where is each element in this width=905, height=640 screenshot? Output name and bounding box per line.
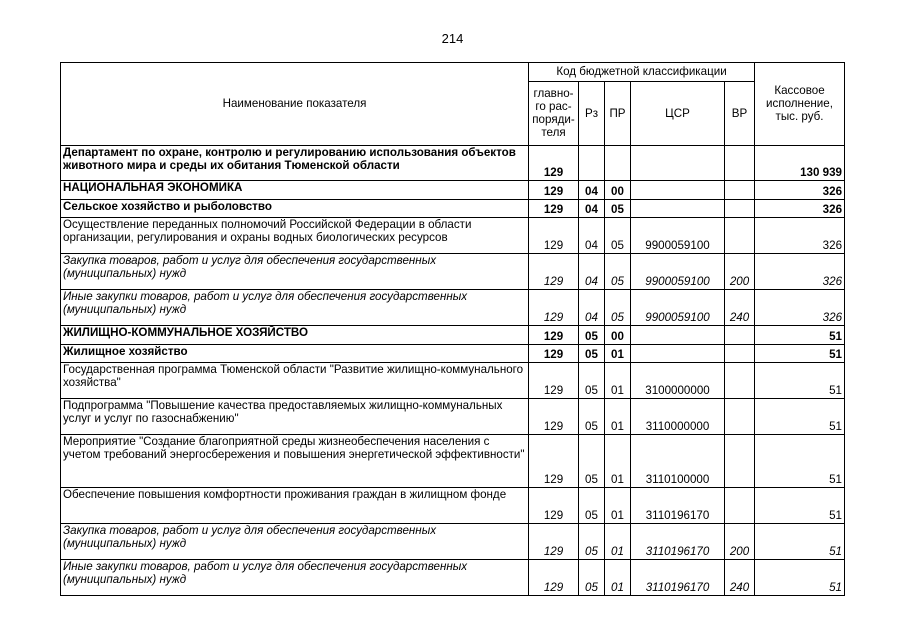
row-vr (725, 326, 755, 345)
header-vr: ВР (725, 82, 755, 146)
header-code-group: Код бюджетной классификации (529, 63, 755, 82)
row-pr: 05 (605, 218, 631, 254)
row-vr: 240 (725, 560, 755, 596)
row-name: НАЦИОНАЛЬНАЯ ЭКОНОМИКА (61, 181, 529, 200)
row-glav: 129 (529, 399, 579, 435)
row-rz: 05 (579, 363, 605, 399)
table-row (61, 399, 845, 435)
table-row (61, 218, 845, 254)
row-pr: 00 (605, 181, 631, 200)
row-vr: 200 (725, 254, 755, 290)
row-name: Государственная программа Тюменской области "Развитие жилищно-коммунального хозяйства" (61, 363, 529, 399)
row-csr (631, 326, 725, 345)
row-name: Мероприятие "Создание благоприятной среды жизнеобеспечения населения с учетом требований энергосбережения и повышения энергетической эффективности" (61, 435, 529, 488)
row-rz: 04 (579, 200, 605, 218)
row-vr (725, 399, 755, 435)
header-rz: Рз (579, 82, 605, 146)
row-pr: 01 (605, 560, 631, 596)
row-name: ЖИЛИЩНО-КОММУНАЛЬНОЕ ХОЗЯЙСТВО (61, 326, 529, 345)
row-csr: 3110196170 (631, 488, 725, 524)
row-vr (725, 200, 755, 218)
table-row (61, 290, 845, 326)
row-glav: 129 (529, 345, 579, 363)
budget-table (60, 62, 845, 596)
table-row (61, 345, 845, 363)
table-row (61, 326, 845, 345)
row-vr (725, 345, 755, 363)
table-row (61, 488, 845, 524)
row-csr: 9900059100 (631, 218, 725, 254)
table-row (61, 560, 845, 596)
table-row (61, 146, 845, 181)
row-glav: 129 (529, 363, 579, 399)
table-row (61, 254, 845, 290)
row-pr: 01 (605, 345, 631, 363)
row-rz: 05 (579, 488, 605, 524)
header-glav: главно-го рас-поряди-теля (529, 82, 579, 146)
table-row (61, 363, 845, 399)
row-vr (725, 488, 755, 524)
header-csr: ЦСР (631, 82, 725, 146)
row-csr (631, 146, 725, 181)
table-row (61, 200, 845, 218)
row-name: Подпрограмма "Повышение качества предоставляемых жилищно-коммунальных услуг и услуг по газоснабжению" (61, 399, 529, 435)
row-glav: 129 (529, 488, 579, 524)
row-pr: 01 (605, 435, 631, 488)
header-name: Наименование показателя (61, 63, 529, 146)
row-rz: 04 (579, 218, 605, 254)
header-row-1 (61, 63, 845, 82)
header-pr: ПР (605, 82, 631, 146)
row-rz: 04 (579, 290, 605, 326)
row-pr: 01 (605, 363, 631, 399)
row-pr: 01 (605, 524, 631, 560)
row-glav: 129 (529, 218, 579, 254)
header-sum: Кассовое исполнение, тыс. руб. (755, 63, 845, 146)
row-sum: 326 (755, 200, 845, 218)
row-rz: 05 (579, 345, 605, 363)
row-pr: 01 (605, 399, 631, 435)
row-csr: 3110196170 (631, 524, 725, 560)
table-row (61, 181, 845, 200)
row-name: Закупка товаров, работ и услуг для обеспечения государственных (муниципальных) нужд (61, 254, 529, 290)
row-csr (631, 181, 725, 200)
row-vr: 240 (725, 290, 755, 326)
row-glav: 129 (529, 181, 579, 200)
row-sum: 130 939 (755, 146, 845, 181)
row-csr: 3100000000 (631, 363, 725, 399)
row-name: Закупка товаров, работ и услуг для обеспечения государственных (муниципальных) нужд (61, 524, 529, 560)
row-glav: 129 (529, 524, 579, 560)
row-csr: 9900059100 (631, 254, 725, 290)
row-vr (725, 435, 755, 488)
row-name: Обеспечение повышения комфортности проживания граждан в жилищном фонде (61, 488, 529, 524)
row-glav: 129 (529, 435, 579, 488)
row-sum: 326 (755, 290, 845, 326)
row-csr: 3110100000 (631, 435, 725, 488)
row-sum: 51 (755, 399, 845, 435)
table-row (61, 435, 845, 488)
row-name: Осуществление переданных полномочий Российской Федерации в области организации, регулирования и охраны водных биологических ресурсов (61, 218, 529, 254)
row-name: Департамент по охране, контролю и регулированию использования объектов животного мира и среды их обитания Тюменской области (61, 146, 529, 181)
row-vr (725, 146, 755, 181)
row-rz: 04 (579, 181, 605, 200)
row-pr (605, 146, 631, 181)
row-glav: 129 (529, 326, 579, 345)
row-pr: 00 (605, 326, 631, 345)
row-sum: 326 (755, 218, 845, 254)
row-sum: 51 (755, 435, 845, 488)
row-sum: 326 (755, 181, 845, 200)
row-glav: 129 (529, 200, 579, 218)
row-rz: 04 (579, 254, 605, 290)
row-name: Иные закупки товаров, работ и услуг для обеспечения государственных (муниципальных) нужд (61, 560, 529, 596)
row-sum: 51 (755, 524, 845, 560)
row-rz: 05 (579, 326, 605, 345)
row-rz (579, 146, 605, 181)
row-sum: 51 (755, 488, 845, 524)
row-sum: 51 (755, 560, 845, 596)
table-row (61, 524, 845, 560)
row-pr: 05 (605, 254, 631, 290)
row-pr: 01 (605, 488, 631, 524)
row-glav: 129 (529, 146, 579, 181)
row-rz: 05 (579, 560, 605, 596)
row-glav: 129 (529, 560, 579, 596)
row-vr (725, 218, 755, 254)
row-pr: 05 (605, 200, 631, 218)
row-name: Иные закупки товаров, работ и услуг для обеспечения государственных (муниципальных) нужд (61, 290, 529, 326)
row-sum: 51 (755, 363, 845, 399)
row-glav: 129 (529, 290, 579, 326)
row-name: Жилищное хозяйство (61, 345, 529, 363)
row-csr: 9900059100 (631, 290, 725, 326)
row-vr (725, 363, 755, 399)
row-rz: 05 (579, 524, 605, 560)
row-csr: 3110196170 (631, 560, 725, 596)
row-name: Сельское хозяйство и рыболовство (61, 200, 529, 218)
row-sum: 51 (755, 345, 845, 363)
page-number: 214 (441, 31, 464, 46)
row-vr (725, 181, 755, 200)
row-rz: 05 (579, 399, 605, 435)
row-csr (631, 345, 725, 363)
row-glav: 129 (529, 254, 579, 290)
row-pr: 05 (605, 290, 631, 326)
row-vr: 200 (725, 524, 755, 560)
row-sum: 51 (755, 326, 845, 345)
row-sum: 326 (755, 254, 845, 290)
row-rz: 05 (579, 435, 605, 488)
row-csr: 3110000000 (631, 399, 725, 435)
row-csr (631, 200, 725, 218)
